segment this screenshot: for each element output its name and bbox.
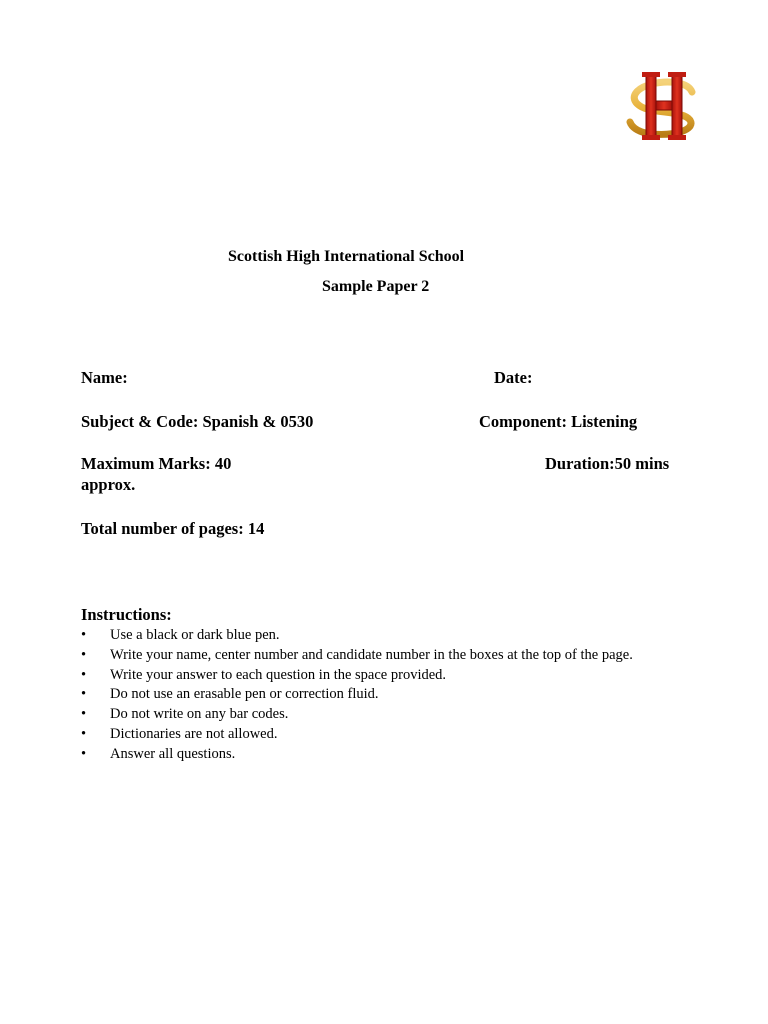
instructions-list [81, 626, 633, 765]
bullet-icon: • [81, 666, 87, 683]
instruction-text: Do not use an erasable pen or correction fluid. [110, 686, 379, 703]
list-item [81, 725, 633, 745]
instructions-heading: Instructions: [81, 605, 172, 624]
school-name: Scottish High International School [228, 248, 465, 265]
bullet-icon: • [81, 627, 87, 643]
date-label: Date: [494, 368, 533, 387]
list-item [81, 666, 633, 686]
instruction-text: Dictionaries are not allowed. [110, 725, 278, 742]
list-item [81, 626, 633, 646]
instruction-text: Write your name, center number and candidate number in the boxes at the top of the page. [110, 646, 633, 663]
paper-title: Sample Paper 2 [322, 278, 430, 295]
total-pages-label: Total number of pages: 14 [81, 519, 265, 538]
list-item [81, 705, 633, 725]
duration-approx-label: approx. [81, 475, 136, 494]
instruction-text: Use a black or dark blue pen. [110, 627, 280, 643]
duration-label: Duration:50 mins [545, 454, 670, 473]
bullet-icon: • [81, 646, 87, 663]
instruction-text: Write your answer to each question in the space provided. [110, 666, 447, 683]
bullet-icon: • [81, 745, 87, 762]
subject-code-label: Subject & Code: Spanish & 0530 [81, 412, 314, 431]
maximum-marks-label: Maximum Marks: 40 [81, 454, 232, 473]
list-item [81, 685, 633, 705]
bullet-icon: • [81, 686, 87, 703]
school-monogram-hs-logo-icon [622, 70, 706, 142]
instruction-text: Answer all questions. [110, 745, 236, 762]
list-item [81, 745, 633, 765]
name-label: Name: [81, 368, 128, 387]
component-label: Component: Listening [479, 412, 638, 431]
bullet-icon: • [81, 706, 87, 723]
bullet-icon: • [81, 725, 87, 742]
list-item [81, 646, 633, 666]
instruction-text: Do not write on any bar codes. [110, 706, 289, 723]
